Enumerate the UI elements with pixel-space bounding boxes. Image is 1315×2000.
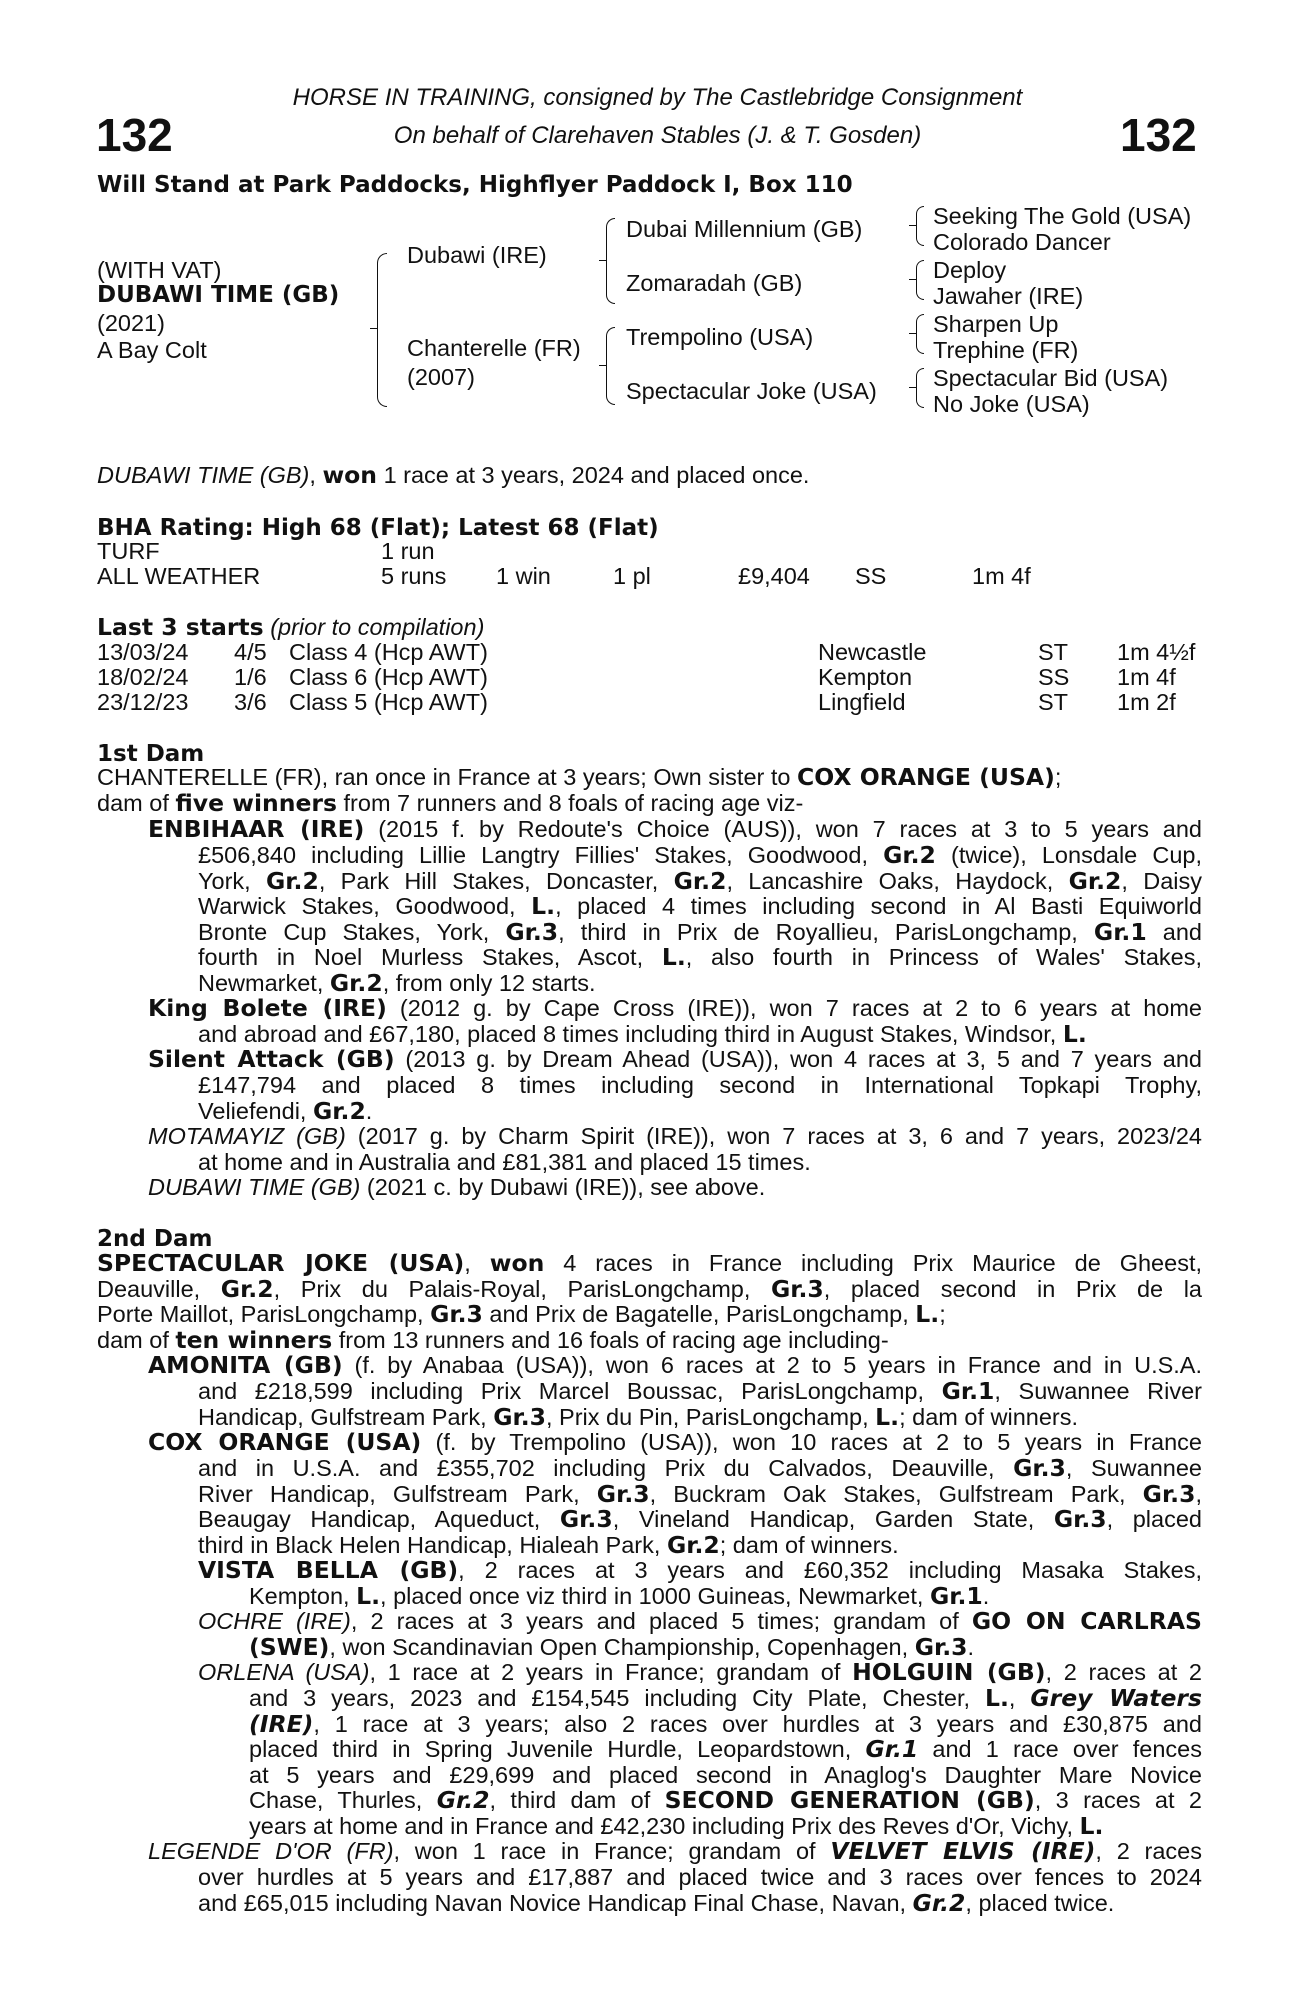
list-item: DUBAWI TIME (GB) (2021 c. by Dubawi (IRE)), see above. (148, 1174, 766, 1200)
list-item: King Bolete (IRE) (2012 g. by Cape Cross (IRE)), won 7 races at 2 to 6 years at home (148, 994, 1202, 1022)
dam-sire: Trempolino (USA) (626, 324, 814, 350)
lot-number-left: 132 (96, 109, 173, 161)
list-item: VISTA BELLA (GB), 2 races at 3 years and £60,352 including Masaka Stakes, (198, 1556, 1202, 1584)
second-dam-heading: 2nd Dam (97, 1226, 213, 1252)
list-item: ORLENA (USA), 1 race at 2 years in France; grandam of HOLGUIN (GB), 2 races at 2 (198, 1658, 1203, 1686)
dam-year: (2007) (407, 364, 475, 390)
great-grandsire-3: Sharpen Up (933, 311, 1059, 337)
first-dam-heading: 1st Dam (97, 741, 205, 767)
bha-rating: BHA Rating: High 68 (Flat); Latest 68 (Flat) (97, 515, 659, 541)
sire-sire: Dubai Millennium (GB) (626, 216, 863, 242)
horse-description: A Bay Colt (97, 337, 207, 363)
great-grandsire-1: Seeking The Gold (USA) (933, 203, 1192, 229)
race-summary: DUBAWI TIME (GB), won 1 race at 3 years, 2024 and placed once. (97, 461, 810, 489)
great-granddam-1: Colorado Dancer (933, 229, 1111, 255)
great-granddam-2: Jawaher (IRE) (933, 283, 1084, 309)
list-item: Silent Attack (GB) (2013 g. by Dream Ahead (USA)), won 4 races at 3, 5 and 7 years and (148, 1045, 1203, 1073)
great-grandsire-4: Spectacular Bid (USA) (933, 365, 1169, 391)
horse-year: (2021) (97, 310, 165, 336)
consignor-line: HORSE IN TRAINING, consigned by The Castlebridge Consignment (292, 84, 1023, 111)
first-dam-intro: CHANTERELLE (FR), ran once in France at 3 years; Own sister to COX ORANGE (USA); dam of five winners from 7 runners and 8 foals of racing age viz- (97, 763, 1062, 817)
dam-dam: Spectacular Joke (USA) (626, 378, 877, 404)
consignor-behalf-line: On behalf of Clarehaven Stables (J. & T. Gosden) (393, 122, 922, 149)
list-item: AMONITA (GB) (f. by Anabaa (USA)), won 6 races at 2 to 5 years in France and in U.S.A. (148, 1351, 1202, 1379)
pedigree-brace (377, 253, 387, 407)
great-granddam-3: Trephine (FR) (933, 337, 1079, 363)
great-granddam-4: No Joke (USA) (933, 391, 1090, 417)
second-dam-intro: SPECTACULAR JOKE (USA), won 4 races in France including Prix Maurice de Gheest, Deauville, Gr.2, Prix du Palais-Royal, ParisLongchamp, Gr.3, placed second in Prix de la Porte Maillot, ParisLongchamp, Gr.3 and Prix de Bagatelle, ParisLongchamp, L.; (97, 1249, 1202, 1329)
catalogue-page: 132 132 HORSE IN TRAINING, consigned by The Castlebridge Consignment On behalf of Clarehaven Stables (J. & T. Gosden) Will Stand at Park Paddocks, Highflyer Paddock I, Box 110 (WITH VAT) DUBAWI TIME (GB) (2021) A Bay Colt Dubawi (IRE) Chanterelle (FR) (2007) Dubai Millennium (GB) Zomaradah (GB) Trempolino (USA) Spectacular Joke (USA) Seeking The Gold (USA) Colorado Dancer Deploy Jawaher (IRE) Sharpen Up Trephine (FR) Spectacular Bid (USA) No Joke (USA) DUBAWI TIME (GB), won 1 race at 3 years, 2024 and placed once. BHA Rating: High 68 (Flat); Latest 68 (Flat) TURF 1 run ALL WEATHER 5 runs 1 win 1 pl £9,404 SS 1m 4f Last 3 starts (prior to compilation) 13/03/24 4/5 Class 4 (Hcp AWT) Newcastle ST 1m 4½f 18/02/24 1/6 Class 6 (Hcp AWT) Kempton SS 1m 4f 23/12/23 3/6 Class 5 (Hcp AWT) Lingfield ST 1m 2f 1st Dam CHANTERELLE (FR), ran once in France at 3 years; Own sister to COX ORANGE (USA); dam of five winners from 7 runners and 8 foals of racing age viz- ENBIHAAR (IRE) (2015 f. by Redoute's Choice (AUS)), won 7 races at 3 to 5 years and £506,840 including Lillie Langtry Fillies' Stakes, Goodwood, Gr.2 (twice), Lonsdale Cup, York, Gr.2, Park Hill Stakes, Doncaster, Gr.2, Lancashire Oaks, Haydock, Gr.2, Daisy Warwick Stakes, Goodwood, L., placed 4 times including second in Al Basti Equiworld Bronte Cup Stakes, York, Gr.3, third in Prix de Royallieu, ParisLongchamp, Gr.1 and fourth in Noel Murless Stakes, Ascot, L., also fourth in Princess of Wales' Stakes, Newmarket, Gr.2, from only 12 starts. King Bolete (IRE) (2012 g. by Cape Cross (IRE)), won 7 races at 2 to 6 years at home and abroad and £67,180, placed 8 times including third in August Stakes, Windsor, L. Silent Attack (GB) (2013 g. by Dream Ahead (USA)), won 4 races at 3, 5 and 7 years and £147,794 and placed 8 times including second in International Topkapi Trophy, Veliefendi, Gr.2. MOTAMAYIZ (GB) (2017 g. by Charm Spirit (IRE)), won 7 races at 3, 6 and 7 years, 2023/24 at home and in Australia and £81,381 and placed 15 times. DUBAWI TIME (GB) (2021 c. by Dubawi (IRE)), see above. 2nd Dam SPECTACULAR JOKE (USA), won 4 races in France including Prix Maurice de Gheest, Deauville, Gr.2, Prix du Palais-Royal, ParisLongchamp, Gr.3, placed second in Prix de la Porte Maillot, ParisLongchamp, Gr.3 and Prix de Bagatelle, ParisLongchamp, L.; dam of ten winners from 13 runners and 16 foals of racing age including- AMONITA (GB) (f. by Anabaa (USA)), won 6 races at 2 to 5 years in France and in U.S.A. and £218,599 including Prix Marcel Boussac, ParisLongchamp, Gr.1, Suwannee River Handicap, Gulfstream Park, Gr.3, Prix du Pin, ParisLongchamp, L.; dam of winners. COX ORANGE (USA) (f. by Trempolino (USA)), won 10 races at 2 to 5 years in France and in U.S.A. and £355,702 including Prix du Calvados, Deauville, Gr.3, Suwannee River Handicap, Gulfstream Park, Gr.3, Buckram Oak Stakes, Gulfstream Park, Gr.3, Beaugay Handicap, Aqueduct, Gr.3, Vineland Handicap, Garden State, Gr.3, placed third in Black Helen Handicap, Hialeah Park, Gr.2; dam of winners. VISTA BELLA (GB), 2 races at 3 years and £60,352 including Masaka Stakes, Kempton, L., placed once viz third in 1000 Guineas, Newmarket, Gr.1. OCHRE (IRE), 2 races at 3 years and placed 5 times; grandam of GO ON CARLRAS (SWE), won Scandinavian Open Championship, Copenhagen, Gr.3. ORLENA (USA), 1 race at 2 years in France; grandam of HOLGUIN (GB), 2 races at 2 and 3 years, 2023 and £154,545 including City Plate, Chester, L., Grey Waters (IRE), 1 race at 3 years; also 2 races over hurdles at 3 years and £30,875 and placed third in Spring Juvenile Hurdle, Leopardstown, Gr.1 and 1 race over fences at 5 years and £29,699 and placed second in Anaglog's Daughter Mare Novice Chase, Thurles, Gr.2, third dam of SECOND GENERATION (GB), 3 races at 2 years at home and in France and £42,230 including Prix des Reves d'Or, Vichy, L. LEGENDE D'OR (FR), won 1 race in France; grandam of VELVET ELVIS (IRE), 2 races over hurdles at 5 years and £17,887 and placed twice and 3 races over fences to 2024 and £65,015 including Navan Novice Handicap Final Chase, Navan, Gr.2, placed twice. (0, 0, 1315, 2000)
vat-note: (WITH VAT) (97, 257, 222, 283)
dam: Chanterelle (FR) (407, 335, 581, 361)
lot-number-right: 132 (1120, 109, 1197, 161)
list-item: LEGENDE D'OR (FR), won 1 race in France; grandam of VELVET ELVIS (IRE), 2 races (148, 1837, 1202, 1865)
stand-location: Will Stand at Park Paddocks, Highflyer Paddock I, Box 110 (97, 172, 853, 198)
sire-dam: Zomaradah (GB) (626, 270, 803, 296)
horse-name: DUBAWI TIME (GB) (97, 282, 340, 308)
list-item: OCHRE (IRE), 2 races at 3 years and placed 5 times; grandam of GO ON CARLRAS (198, 1607, 1202, 1635)
list-item: ENBIHAAR (IRE) (2015 f. by Redoute's Choice (AUS)), won 7 races at 3 to 5 years and (148, 815, 1202, 843)
last-starts-title: Last 3 starts (prior to compilation) (97, 613, 485, 641)
great-grandsire-2: Deploy (933, 257, 1007, 283)
sire: Dubawi (IRE) (407, 242, 547, 268)
list-item: MOTAMAYIZ (GB) (2017 g. by Charm Spirit (IRE)), won 7 races at 3, 6 and 7 years, 2023/24 (148, 1123, 1202, 1149)
list-item: COX ORANGE (USA) (f. by Trempolino (USA)), won 10 races at 2 to 5 years in France (148, 1428, 1202, 1456)
